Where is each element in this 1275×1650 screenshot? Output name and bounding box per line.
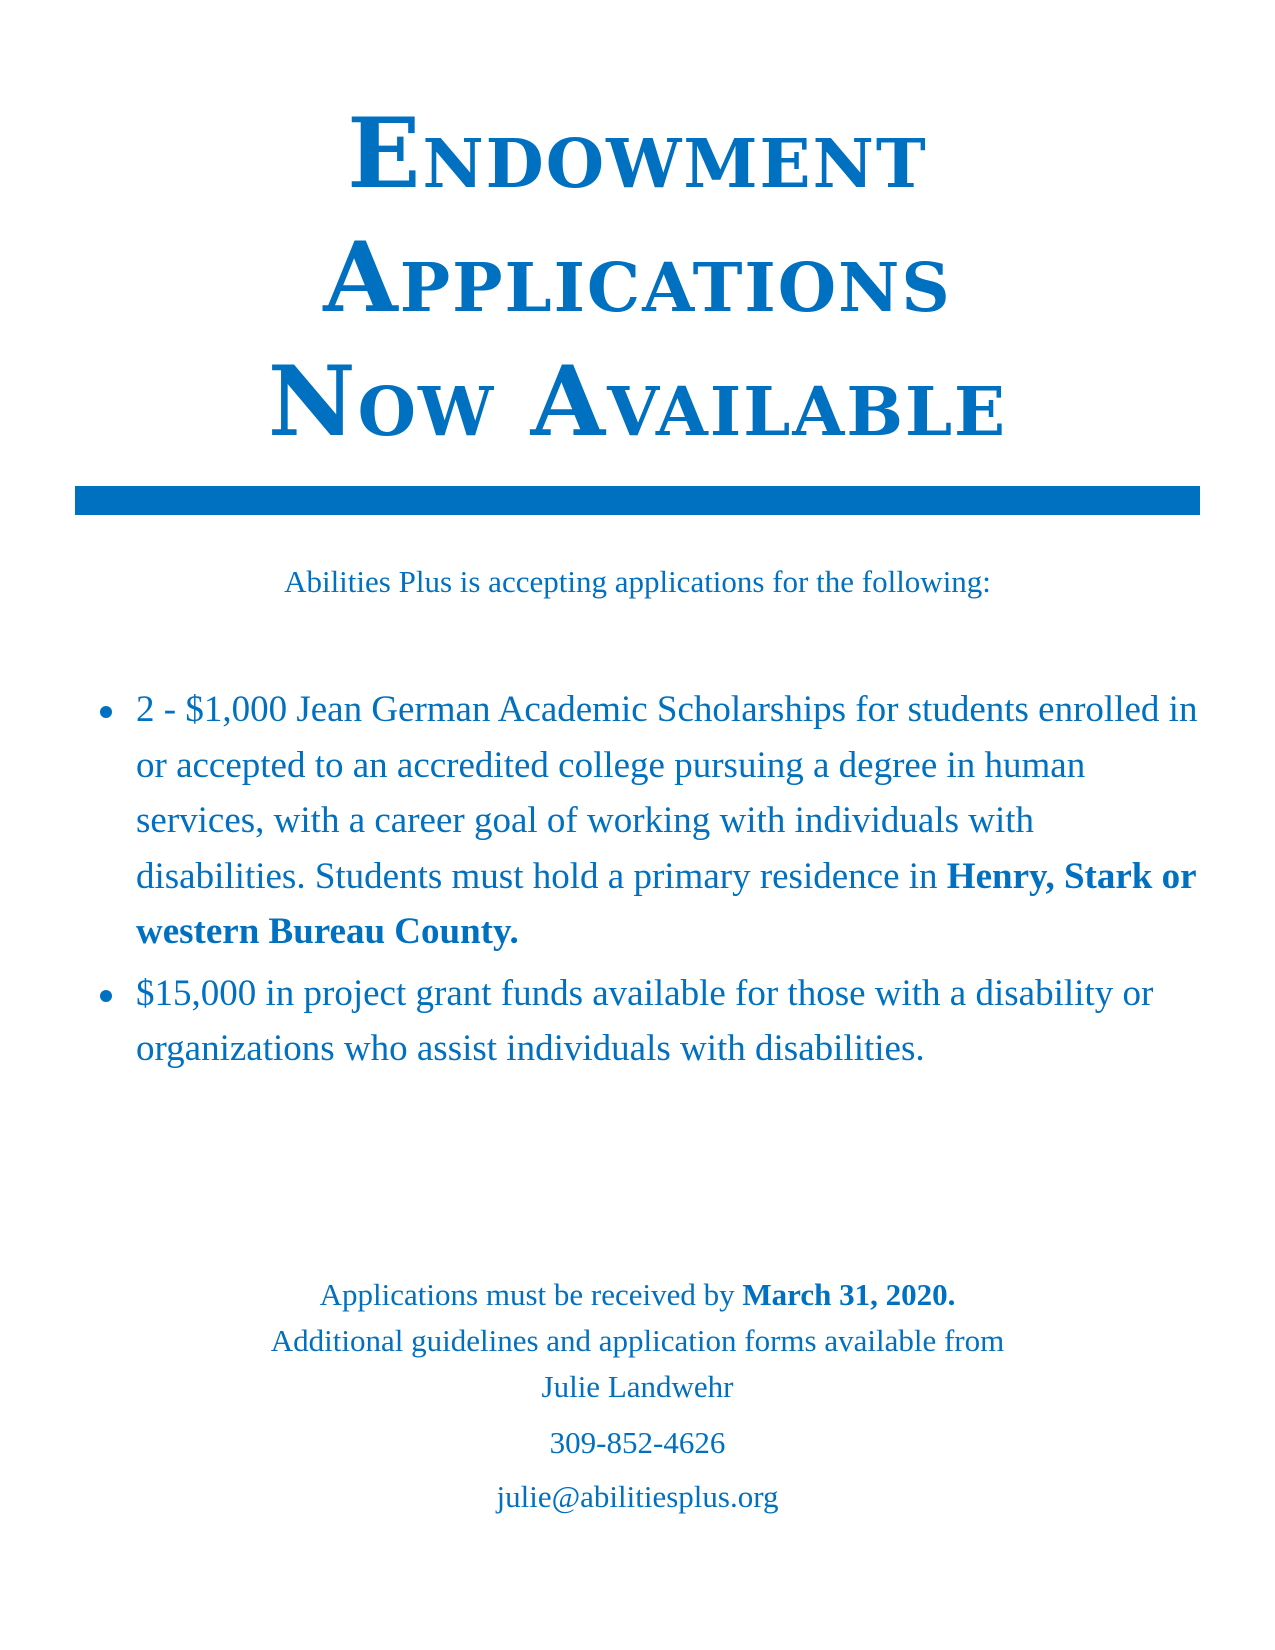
bullet-icon: [100, 706, 112, 718]
list-item-scholarship: [100, 682, 1200, 960]
grant-text: $15,000 in project grant funds available for those with a disability or organizations who assist individuals with disabilities.: [136, 972, 1154, 1069]
contact-email: julie@abilitiesplus.org: [496, 1479, 779, 1514]
deadline-line: [0, 1272, 1275, 1318]
title-line-2: Applications: [323, 221, 952, 334]
page-title: [0, 92, 1275, 464]
footer-info: [0, 1272, 1275, 1520]
divider-bar: [75, 486, 1200, 515]
contact-phone: 309-852-4626: [549, 1425, 726, 1460]
list-item-grant: [100, 966, 1200, 1077]
deadline-prefix: Applications must be received by: [319, 1277, 743, 1312]
title-line-1: Endowment: [347, 97, 928, 210]
deadline-date: March 31, 2020.: [742, 1277, 956, 1312]
guidelines-text: Additional guidelines and application forms available from: [270, 1323, 1005, 1358]
residence-counties: Henry, Stark or western Bureau County.: [136, 855, 1196, 952]
contact-name: Julie Landwehr: [541, 1369, 734, 1404]
bullet-icon: [100, 990, 112, 1002]
title-line-3: Now Available: [267, 345, 1008, 458]
intro-text: Abilities Plus is accepting applications for the following:: [284, 564, 991, 599]
offer-list: [100, 682, 1200, 1083]
scholarship-text: 2 - $1,000 Jean German Academic Scholarships for students enrolled in or accepted to an accredited college pursuing a degree in human services, with a career goal of working with individuals with disabilities. Students must hold a primary residence in: [136, 689, 1198, 897]
